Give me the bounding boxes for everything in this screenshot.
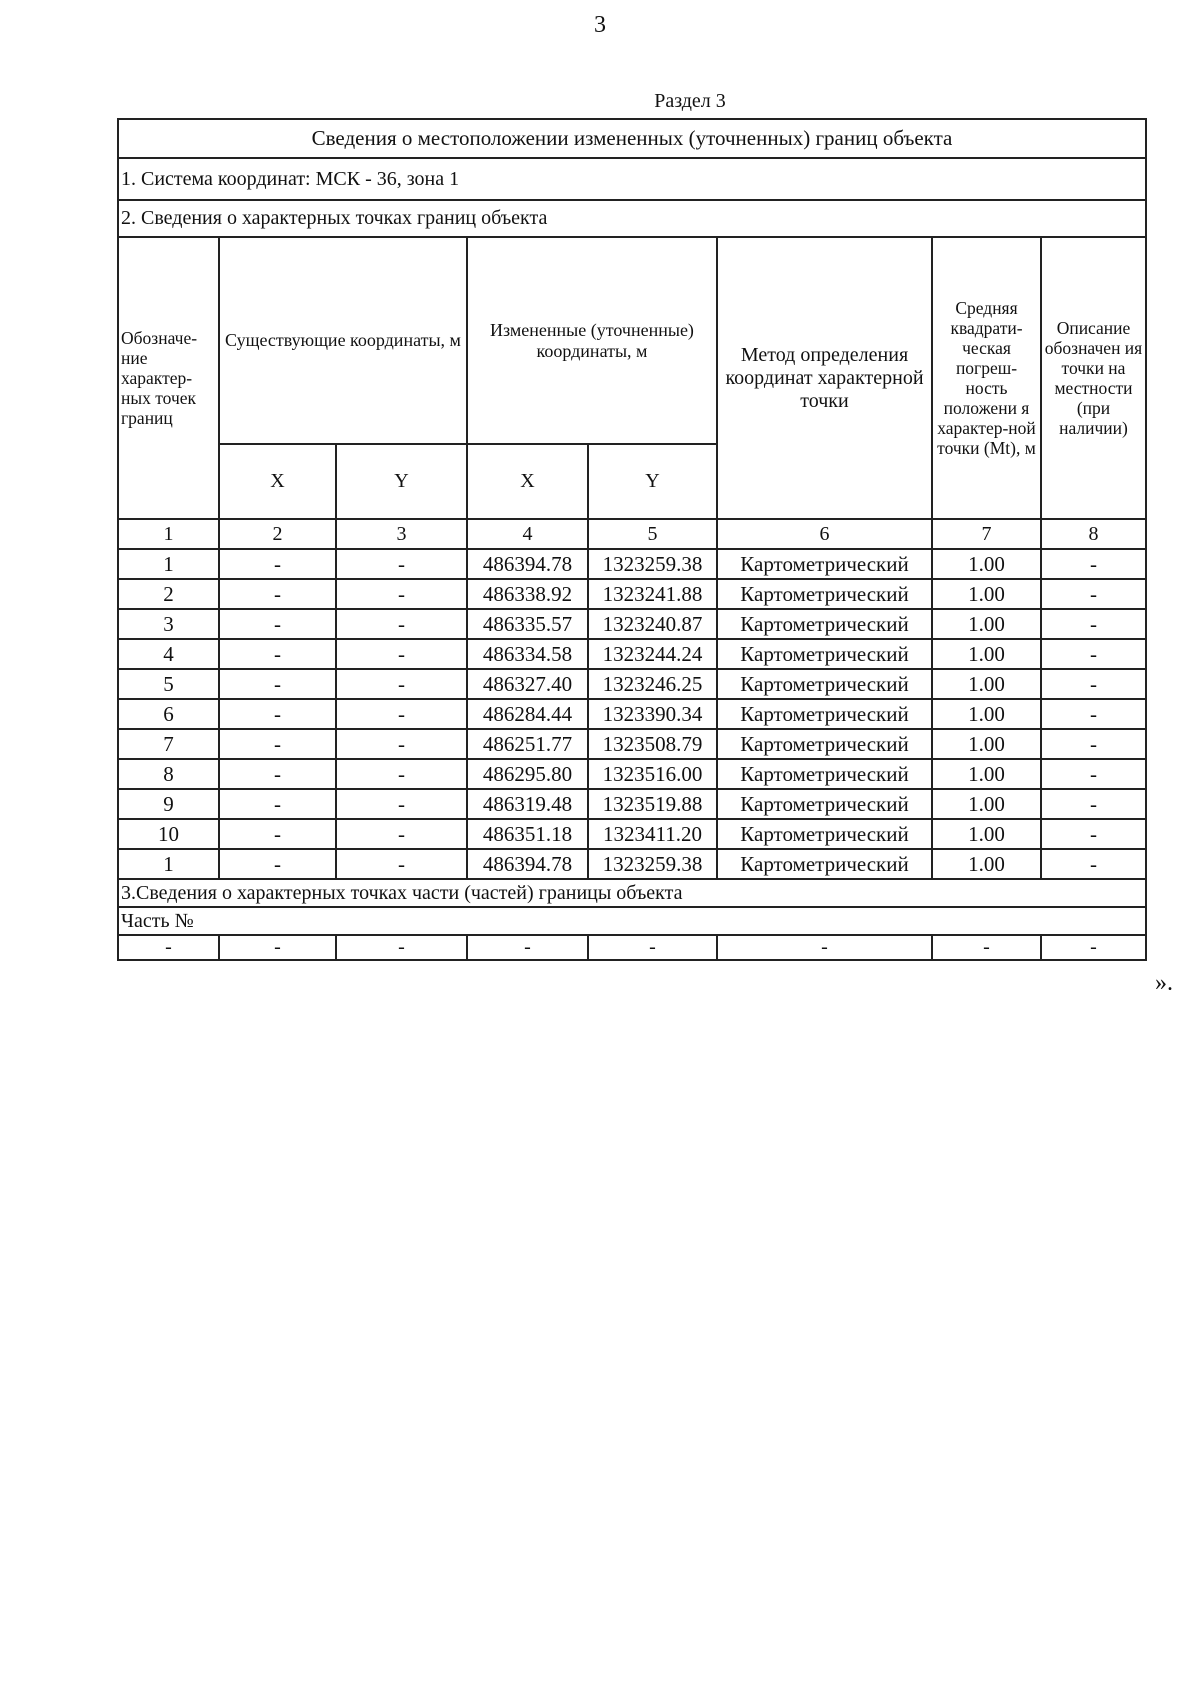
part-empty-cell: -: [219, 935, 336, 960]
cell-existing-y: -: [336, 579, 467, 609]
cell-point: 5: [118, 669, 219, 699]
cell-existing-x: -: [219, 699, 336, 729]
header-rms-error: Средняя квадрати-ческая погреш-ность положени я характер-ной точки (Mt), м: [932, 237, 1041, 519]
page-number: 3: [594, 12, 606, 38]
table-row: [118, 849, 1146, 879]
cell-point: 3: [118, 609, 219, 639]
cell-y: 1323519.88: [588, 789, 717, 819]
table-row: [118, 549, 1146, 579]
cell-mt: 1.00: [932, 669, 1041, 699]
table-row: [118, 579, 1146, 609]
cell-x: 486334.58: [467, 639, 588, 669]
column-number: 3: [336, 519, 467, 549]
table-row: [118, 609, 1146, 639]
cell-mt: 1.00: [932, 789, 1041, 819]
cell-existing-x: -: [219, 549, 336, 579]
header-changed-coords: Измененные (уточненные) координаты, м: [467, 237, 717, 444]
part-number-label: Часть №: [118, 907, 1146, 935]
table-row: [118, 639, 1146, 669]
part-empty-cell: -: [467, 935, 588, 960]
cell-x: 486251.77: [467, 729, 588, 759]
points-heading: 2. Сведения о характерных точках границ объекта: [118, 200, 1146, 237]
cell-method: Картометрический: [717, 729, 932, 759]
cell-x: 486335.57: [467, 609, 588, 639]
cell-existing-x: -: [219, 729, 336, 759]
cell-method: Картометрический: [717, 579, 932, 609]
cell-method: Картометрический: [717, 669, 932, 699]
cell-existing-y: -: [336, 849, 467, 879]
cell-description: -: [1041, 759, 1146, 789]
cell-description: -: [1041, 549, 1146, 579]
cell-method: Картометрический: [717, 699, 932, 729]
column-number: 2: [219, 519, 336, 549]
cell-description: -: [1041, 669, 1146, 699]
cell-description: -: [1041, 849, 1146, 879]
cell-y: 1323390.34: [588, 699, 717, 729]
cell-existing-y: -: [336, 549, 467, 579]
cell-point: 6: [118, 699, 219, 729]
part-empty-cell: -: [932, 935, 1041, 960]
boundary-points-table: [117, 118, 1147, 961]
cell-existing-x: -: [219, 759, 336, 789]
cell-y: 1323246.25: [588, 669, 717, 699]
cell-x: 486394.78: [467, 849, 588, 879]
cell-mt: 1.00: [932, 729, 1041, 759]
cell-method: Картометрический: [717, 639, 932, 669]
table-title: Сведения о местоположении измененных (уточненных) границ объекта: [118, 119, 1146, 158]
cell-x: 486351.18: [467, 819, 588, 849]
cell-description: -: [1041, 579, 1146, 609]
cell-x: 486327.40: [467, 669, 588, 699]
closing-quote: ».: [1155, 970, 1173, 996]
cell-method: Картометрический: [717, 609, 932, 639]
cell-x: 486295.80: [467, 759, 588, 789]
cell-mt: 1.00: [932, 699, 1041, 729]
column-number: 8: [1041, 519, 1146, 549]
cell-y: 1323244.24: [588, 639, 717, 669]
table-row: [118, 699, 1146, 729]
cell-description: -: [1041, 729, 1146, 759]
header-changed-y: Y: [588, 444, 717, 519]
column-number: 4: [467, 519, 588, 549]
cell-point: 1: [118, 849, 219, 879]
cell-existing-y: -: [336, 729, 467, 759]
table-row: [118, 729, 1146, 759]
part-empty-cell: -: [588, 935, 717, 960]
cell-existing-y: -: [336, 789, 467, 819]
cell-existing-x: -: [219, 789, 336, 819]
section-title: Раздел 3: [654, 90, 726, 112]
cell-x: 486284.44: [467, 699, 588, 729]
cell-point: 8: [118, 759, 219, 789]
coordinate-system: 1. Система координат: МСК - 36, зона 1: [118, 158, 1146, 200]
cell-point: 4: [118, 639, 219, 669]
cell-existing-y: -: [336, 759, 467, 789]
header-point-designation: Обозначе-ние характер-ных точек границ: [118, 237, 219, 519]
header-existing-y: Y: [336, 444, 467, 519]
cell-existing-y: -: [336, 639, 467, 669]
cell-point: 7: [118, 729, 219, 759]
cell-existing-x: -: [219, 849, 336, 879]
cell-point: 10: [118, 819, 219, 849]
cell-method: Картометрический: [717, 849, 932, 879]
cell-mt: 1.00: [932, 759, 1041, 789]
header-existing-x: X: [219, 444, 336, 519]
cell-description: -: [1041, 789, 1146, 819]
cell-method: Картометрический: [717, 819, 932, 849]
cell-y: 1323240.87: [588, 609, 717, 639]
header-description: Описание обозначен ия точки на местности (при наличии): [1041, 237, 1146, 519]
part-empty-cell: -: [1041, 935, 1146, 960]
cell-point: 2: [118, 579, 219, 609]
cell-method: Картометрический: [717, 789, 932, 819]
cell-y: 1323411.20: [588, 819, 717, 849]
part-empty-cell: -: [336, 935, 467, 960]
header-method: Метод определения координат характерной точки: [717, 237, 932, 519]
column-number: 5: [588, 519, 717, 549]
cell-y: 1323259.38: [588, 549, 717, 579]
table-row: [118, 819, 1146, 849]
cell-description: -: [1041, 639, 1146, 669]
cell-y: 1323241.88: [588, 579, 717, 609]
header-existing-coords: Существующие координаты, м: [219, 237, 467, 444]
cell-existing-y: -: [336, 609, 467, 639]
cell-mt: 1.00: [932, 609, 1041, 639]
part-heading: 3.Сведения о характерных точках части (частей) границы объекта: [118, 879, 1146, 907]
cell-existing-x: -: [219, 819, 336, 849]
column-number: 1: [118, 519, 219, 549]
cell-existing-x: -: [219, 639, 336, 669]
cell-description: -: [1041, 819, 1146, 849]
cell-mt: 1.00: [932, 849, 1041, 879]
cell-existing-y: -: [336, 699, 467, 729]
cell-description: -: [1041, 609, 1146, 639]
table-row: [118, 789, 1146, 819]
cell-method: Картометрический: [717, 549, 932, 579]
cell-existing-y: -: [336, 819, 467, 849]
table-row: [118, 759, 1146, 789]
cell-y: 1323508.79: [588, 729, 717, 759]
column-number: 6: [717, 519, 932, 549]
cell-existing-y: -: [336, 669, 467, 699]
cell-mt: 1.00: [932, 639, 1041, 669]
cell-mt: 1.00: [932, 579, 1041, 609]
cell-existing-x: -: [219, 669, 336, 699]
cell-x: 486319.48: [467, 789, 588, 819]
column-number: 7: [932, 519, 1041, 549]
cell-y: 1323516.00: [588, 759, 717, 789]
cell-existing-x: -: [219, 579, 336, 609]
cell-description: -: [1041, 699, 1146, 729]
cell-mt: 1.00: [932, 819, 1041, 849]
cell-x: 486338.92: [467, 579, 588, 609]
table-row: [118, 669, 1146, 699]
cell-point: 1: [118, 549, 219, 579]
cell-y: 1323259.38: [588, 849, 717, 879]
cell-method: Картометрический: [717, 759, 932, 789]
header-changed-x: X: [467, 444, 588, 519]
cell-mt: 1.00: [932, 549, 1041, 579]
cell-x: 486394.78: [467, 549, 588, 579]
part-empty-cell: -: [717, 935, 932, 960]
cell-point: 9: [118, 789, 219, 819]
cell-existing-x: -: [219, 609, 336, 639]
part-empty-cell: -: [118, 935, 219, 960]
